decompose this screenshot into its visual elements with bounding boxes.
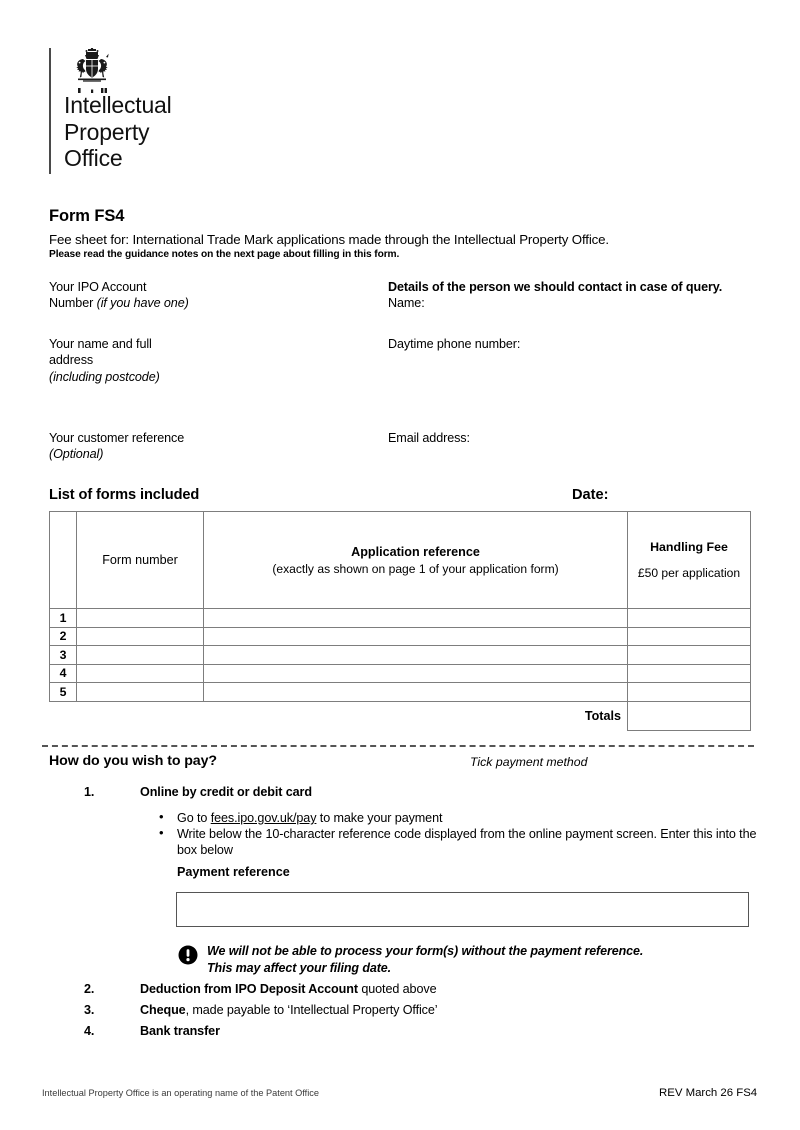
cell-application-reference[interactable] [204,646,628,665]
logo-wordmark [64,92,172,172]
logo-line-3: Office [64,145,123,171]
bullet-1-pre: Go to [177,811,211,825]
field-label-payment-reference: Payment reference [177,865,290,879]
logo-line-1: Intellectual [64,92,172,118]
column-header-handling-fee-sub: £50 per application [637,566,741,580]
column-header-handling-fee [628,512,751,609]
payment-section-heading: How do you wish to pay? [49,753,217,769]
tick-payment-method-hint: Tick payment method [470,755,588,769]
forms-table-head [50,512,751,609]
payment-option-4-number: 4. [84,1024,95,1038]
payment-option-2-number: 2. [84,982,95,996]
bullet-2-text: Write below the 10-character reference code displayed from the online payment screen. Enter this into the box below [177,827,757,858]
column-header-index [50,512,77,609]
table-row [50,683,751,702]
customer-reference-hint: (Optional) [49,447,104,462]
totals-spacer-form [77,701,204,730]
exclamation-circle-icon [178,945,198,965]
column-header-handling-fee-main: Handling Fee [650,540,728,554]
cell-handling-fee[interactable] [628,609,751,628]
column-header-application-reference [204,512,628,609]
cell-form-number[interactable] [77,664,204,683]
field-label-email-address: Email address: [388,431,470,445]
totals-label: Totals [584,708,621,723]
table-row [50,609,751,628]
cell-application-reference[interactable] [204,664,628,683]
cell-handling-fee[interactable] [628,627,751,646]
ipo-account-word: Number [49,296,97,311]
section-divider [42,745,754,747]
payment-option-3-rest: , made payable to ‘Intellectual Property Office’ [185,1003,438,1017]
payment-option-2-label: Deduction from IPO Deposit Account [140,982,358,996]
ipo-account-line-2 [49,295,189,311]
payment-option-online-card[interactable] [84,785,704,799]
payment-option-1-number: 1. [84,785,95,799]
payment-reference-input[interactable] [176,892,749,927]
totals-spacer-index [50,701,77,730]
payment-option-cheque[interactable] [84,1003,704,1017]
cell-application-reference[interactable] [204,627,628,646]
list-item [157,826,757,858]
royal-coat-of-arms-icon [66,48,118,94]
payment-online-instructions [157,810,757,859]
payment-reference-warning [207,943,643,976]
totals-row [50,701,751,730]
table-row [50,646,751,665]
name-address-line-2: address [49,353,94,368]
row-index: 3 [50,646,77,665]
page-subtitle: Fee sheet for: International Trade Mark applications made through the Intellectual Property Office. [49,232,609,247]
field-label-customer-reference [49,430,184,463]
row-index: 5 [50,683,77,702]
field-label-name-and-address [49,336,160,385]
list-item [157,810,757,826]
forms-table-body [50,609,751,731]
row-index: 1 [50,609,77,628]
ipo-account-line-1: Your IPO Account [49,280,147,294]
payment-option-1-label: Online by credit or debit card [140,785,312,799]
footer-legal-text: Intellectual Property Office is an operating name of the Patent Office [42,1088,319,1098]
cell-application-reference[interactable] [204,683,628,702]
forms-table [49,511,751,731]
name-address-line-1: Your name and full [49,337,152,351]
column-header-application-reference-sub: (exactly as shown on page 1 of your application form) [272,561,559,576]
row-index: 2 [50,627,77,646]
table-row [50,627,751,646]
guidance-note: Please read the guidance notes on the next page about filling in this form. [49,249,400,260]
field-label-contact-name: Name: [388,296,425,311]
forms-table-header-row [50,512,751,609]
logo-line-2: Property [64,118,150,145]
warning-line-1: We will not be able to process your form(s) without the payment reference. [207,944,644,958]
customer-reference-line: Your customer reference [49,431,185,445]
page-title: Form FS4 [49,207,125,225]
payment-option-4-label: Bank transfer [140,1024,220,1038]
field-label-date: Date: [572,487,609,503]
payment-option-3-number: 3. [84,1003,95,1017]
payment-option-3-label: Cheque [140,1003,186,1017]
cell-handling-fee[interactable] [628,664,751,683]
cell-handling-fee[interactable] [628,646,751,665]
cell-application-reference[interactable] [204,609,628,628]
totals-value-cell[interactable] [628,701,751,730]
contact-details-block [388,279,722,312]
field-label-ipo-account-number [49,279,189,312]
warning-line-2: This may affect your filing date. [207,960,392,975]
cell-form-number[interactable] [77,609,204,628]
payment-option-2-rest: quoted above [357,982,437,996]
cell-handling-fee[interactable] [628,683,751,702]
cell-form-number[interactable] [77,646,204,665]
footer-revision-code: REV March 26 FS4 [659,1087,758,1099]
cell-form-number[interactable] [77,627,204,646]
contact-details-heading: Details of the person we should contact in case of query. [388,280,723,294]
name-address-hint: (including postcode) [49,369,160,384]
column-header-form-number: Form number [77,512,204,609]
logo-vertical-rule [49,48,51,174]
ipo-account-hint: (if you have one) [96,296,189,311]
payment-url-link[interactable]: fees.ipo.gov.uk/pay [210,811,317,825]
column-header-application-reference-main: Application reference [351,544,480,559]
cell-form-number[interactable] [77,683,204,702]
table-row [50,664,751,683]
bullet-1-post: to make your payment [316,811,443,825]
row-index: 4 [50,664,77,683]
field-label-daytime-phone: Daytime phone number: [388,337,521,351]
ipo-logo [49,48,269,174]
forms-section-heading: List of forms included [49,487,200,503]
payment-option-bank-transfer[interactable] [84,1024,704,1038]
payment-option-deposit-account[interactable] [84,982,704,996]
